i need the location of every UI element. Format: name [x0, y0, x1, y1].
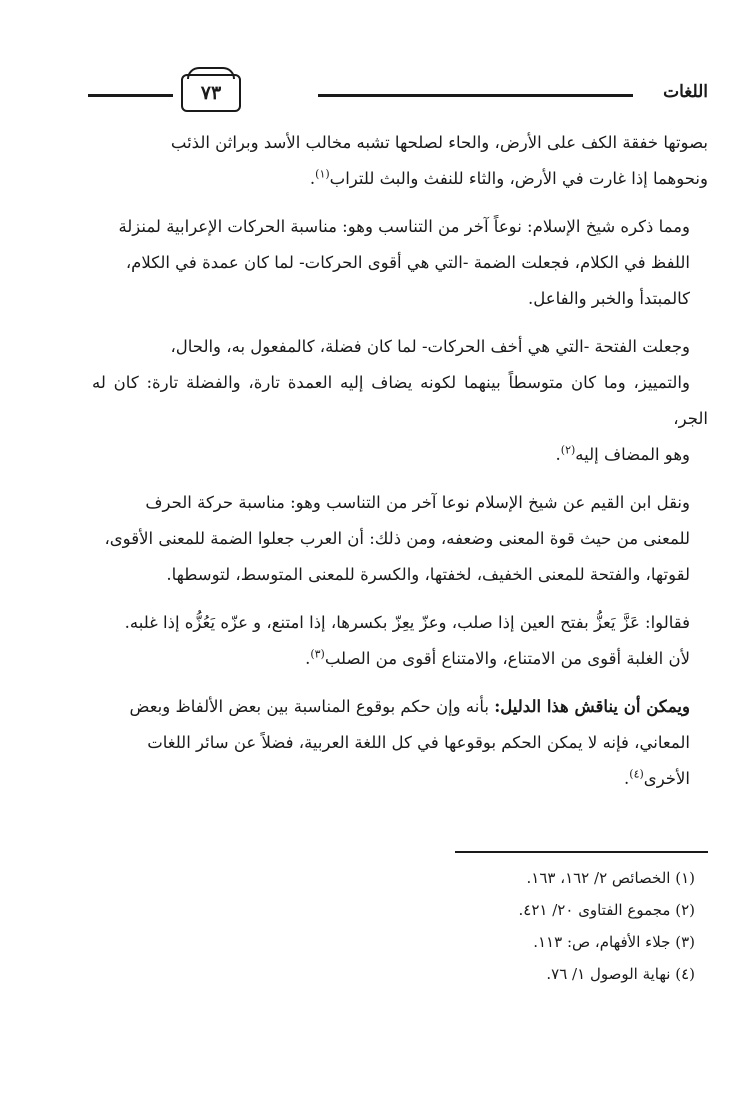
page-number: ٧٣: [200, 82, 222, 104]
footnote-ref: (٣): [310, 647, 325, 661]
header-rule-right: [318, 94, 633, 97]
text-line: فقالوا: عَزَّ يَعزُّ بفتح العين إذا صلب، وعزّ يعِزّ بكسرها، إذا امتنع، و عزّه يَعُزُّه إذا غلبه.: [124, 613, 690, 632]
text-line: كالمبتدأ والخبر والفاعل.: [528, 289, 690, 308]
page-number-badge: [181, 74, 241, 112]
text-line: وجعلت الفتحة -التي هي أخف الحركات- لما كان فضلة، كالمفعول به، والحال،: [170, 337, 690, 356]
paragraph-4: [92, 485, 708, 593]
chapter-title: اللغات: [663, 82, 708, 102]
text-line: لأن الغلبة أقوى من الامتناع، والامتناع أقوى من الصلب$^{(٣)}$.: [305, 647, 690, 668]
page-header: [88, 68, 708, 118]
paragraph-6: [92, 689, 708, 797]
text-line: ويمكن أن يناقش هذا الدليل: بأنه وإن حكم بوقوع المناسبة بين بعض الألفاظ وبعض: [129, 697, 690, 716]
text-line: للمعنى من حيث قوة المعنى وضعفه، ومن ذلك: أن العرب جعلوا الضمة للمعنى الأقوى،: [104, 529, 690, 548]
text-line: والتمييز، وما كان متوسطاً بينهما لكونه يضاف إليه العمدة تارة، والفضلة تارة: كان له الجر،: [92, 373, 708, 428]
paragraph-1: [92, 125, 708, 197]
footnote-2: (٢) مجموع الفتاوى ٢٠/ ٤٢١.: [518, 901, 695, 919]
text-line: المعاني، فإنه لا يمكن الحكم بوقوعها في كل اللغة العربية، فضلاً عن سائر اللغات: [147, 733, 690, 752]
footnotes: [295, 862, 695, 990]
text-line: بصوتها خفقة الكف على الأرض، والحاء لصلحها تشبه مخالب الأسد وبراثن الذئب: [170, 133, 708, 152]
footnote-4: (٤) نهاية الوصول ١/ ٧٦.: [546, 965, 695, 983]
paragraph-3: [92, 329, 708, 473]
paragraph-5: [92, 605, 708, 677]
text-line: وهو المضاف إليه$^{(٢)}$.: [555, 443, 690, 464]
footnote-ref: (١): [315, 167, 330, 181]
text-line: ونقل ابن القيم عن شيخ الإسلام نوعا آخر من التناسب وهو: مناسبة حركة الحرف: [145, 493, 690, 512]
footnote-1: (١) الخصائص ٢/ ١٦٢، ١٦٣.: [526, 869, 695, 887]
footnote-3: (٣) جلاء الأفهام، ص: ١١٣.: [533, 933, 695, 951]
text-line: لقوتها، والفتحة للمعنى الخفيف، لخفتها، والكسرة للمعنى المتوسط، لتوسطها.: [166, 565, 690, 584]
text-line: ومما ذكره شيخ الإسلام: نوعاً آخر من التناسب وهو: مناسبة الحركات الإعرابية لمنزلة: [118, 217, 690, 236]
text-line: اللفظ في الكلام، فجعلت الضمة -التي هي أقوى الحركات- لما كان عمدة في الكلام،: [125, 253, 690, 272]
text-line: الأخرى$^{(٤)}$.: [624, 767, 690, 788]
footnote-ref: (٤): [629, 767, 644, 781]
header-rule-left: [88, 94, 173, 97]
footnote-separator: [455, 851, 708, 853]
text-line: ونحوهما إذا غارت في الأرض، والثاء للنفث والبث للتراب$^{(١)}$.: [309, 167, 708, 188]
bold-lead-phrase: ويمكن أن يناقش هذا الدليل:: [494, 697, 690, 716]
paragraph-2: [92, 209, 708, 317]
main-text: [92, 125, 708, 809]
footnote-ref: (٢): [560, 443, 576, 457]
